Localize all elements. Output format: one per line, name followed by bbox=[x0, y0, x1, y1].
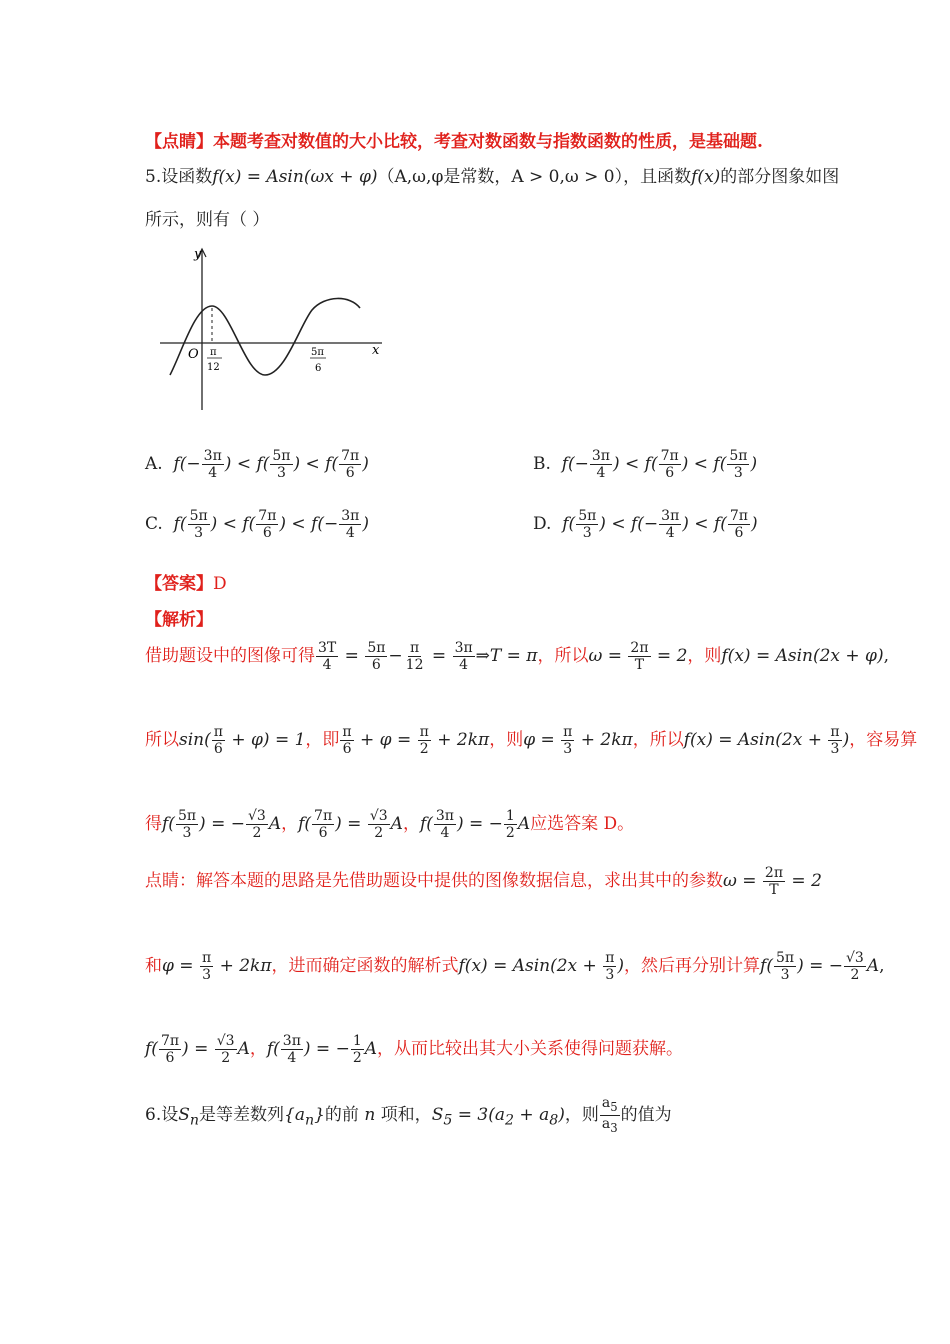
solution-line-6: f( $\frac{7\pi}{6}$ ) = $\frac{√3}{2}$ A，f( $\frac{3\pi}{4}$ ) = − $\frac{1}{2}$ A，从而比较出其大小关系使得问题获解。 bbox=[145, 1033, 684, 1066]
option-a[interactable]: A. f(− $\frac{3\pi}{4}$ ) < f( $\frac{5\pi}{3}$ ) < f( $\frac{7\pi}{6}$ ) bbox=[145, 448, 369, 481]
sine-graph bbox=[150, 240, 400, 415]
tick1-num: π bbox=[210, 347, 217, 358]
origin-label: O bbox=[188, 347, 199, 362]
question-5-stem-cont: 所示，则有（ ） bbox=[145, 210, 270, 230]
option-d[interactable]: D. f( $\frac{5\pi}{3}$ ) < f(− $\frac{3\pi}{4}$ ) < f( $\frac{7\pi}{6}$ ) bbox=[533, 508, 758, 541]
tick2-den: 6 bbox=[315, 363, 322, 374]
tick2-num: 5π bbox=[311, 347, 324, 358]
option-b[interactable]: B. f(− $\frac{3\pi}{4}$ ) < f( $\frac{7\pi}{6}$ ) < f( $\frac{5\pi}{3}$ ) bbox=[533, 448, 758, 481]
analysis-label: 【解析】 bbox=[145, 610, 213, 630]
y-label: y bbox=[194, 247, 202, 262]
solution-line-4: 点睛：解答本题的思路是先借助题设中提供的图像数据信息，求出其中的参数ω = $\frac{2\pi}{T}$ = 2 bbox=[145, 865, 822, 898]
solution-line-1: 借助题设中的图像可得 $\frac{3T}{4}$ = $\frac{5\pi}{6}$ − $\frac{\pi}{12}$ = $\frac{3\pi}{4}$ ⇒T = π，所以ω = $\frac{2\pi}{T}$ = 2，则f(x) = Asin(2x + φ), bbox=[145, 640, 890, 673]
solution-line-3: 得f( $\frac{5\pi}{3}$ ) = − $\frac{√3}{2}$ A，f( $\frac{7\pi}{6}$ ) = $\frac{√3}{2}$ A，f( $\frac{3\pi}{4}$ ) = − $\frac{1}{2}$ A应选答案 D。 bbox=[145, 808, 635, 841]
question-6: 6.设$S_n$是等差数列$\{a_n\}$的前 n 项和，$S_5 = 3(a_2 + a_8)$，则 $\frac{a_5}{a_3}$ 的值为 bbox=[145, 1095, 672, 1135]
tick1-den: 12 bbox=[207, 362, 220, 373]
remark-top: 【点睛】本题考查对数值的大小比较，考查对数函数与指数函数的性质，是基础题. bbox=[145, 132, 763, 152]
sine-curve bbox=[170, 298, 360, 375]
option-c[interactable]: C. f( $\frac{5\pi}{3}$ ) < f( $\frac{7\pi}{6}$ ) < f(− $\frac{3\pi}{4}$ ) bbox=[145, 508, 369, 541]
solution-line-2: 所以sin( $\frac{\pi}{6}$ + φ) = 1，即 $\frac{\pi}{6}$ + φ = $\frac{\pi}{2}$ + 2kπ，则φ = $\frac{\pi}{3}$ + 2kπ，所以f(x) = Asin(2x + $\frac{\pi}{3}$ )，容易算 bbox=[145, 724, 918, 757]
answer-line: 【答案】D bbox=[145, 574, 227, 594]
question-5-stem: 5.设函数f(x) = Asin(ωx + φ)（A,ω,φ是常数，A > 0,ω > 0），且函数f(x)的部分图象如图 bbox=[145, 167, 840, 187]
x-label: x bbox=[372, 343, 380, 358]
solution-line-5: 和φ = $\frac{\pi}{3}$ + 2kπ，进而确定函数的解析式f(x) = Asin(2x + $\frac{\pi}{3}$ )，然后再分别计算f( $\frac{5\pi}{3}$ ) = − $\frac{√3}{2}$ A, bbox=[145, 950, 885, 983]
